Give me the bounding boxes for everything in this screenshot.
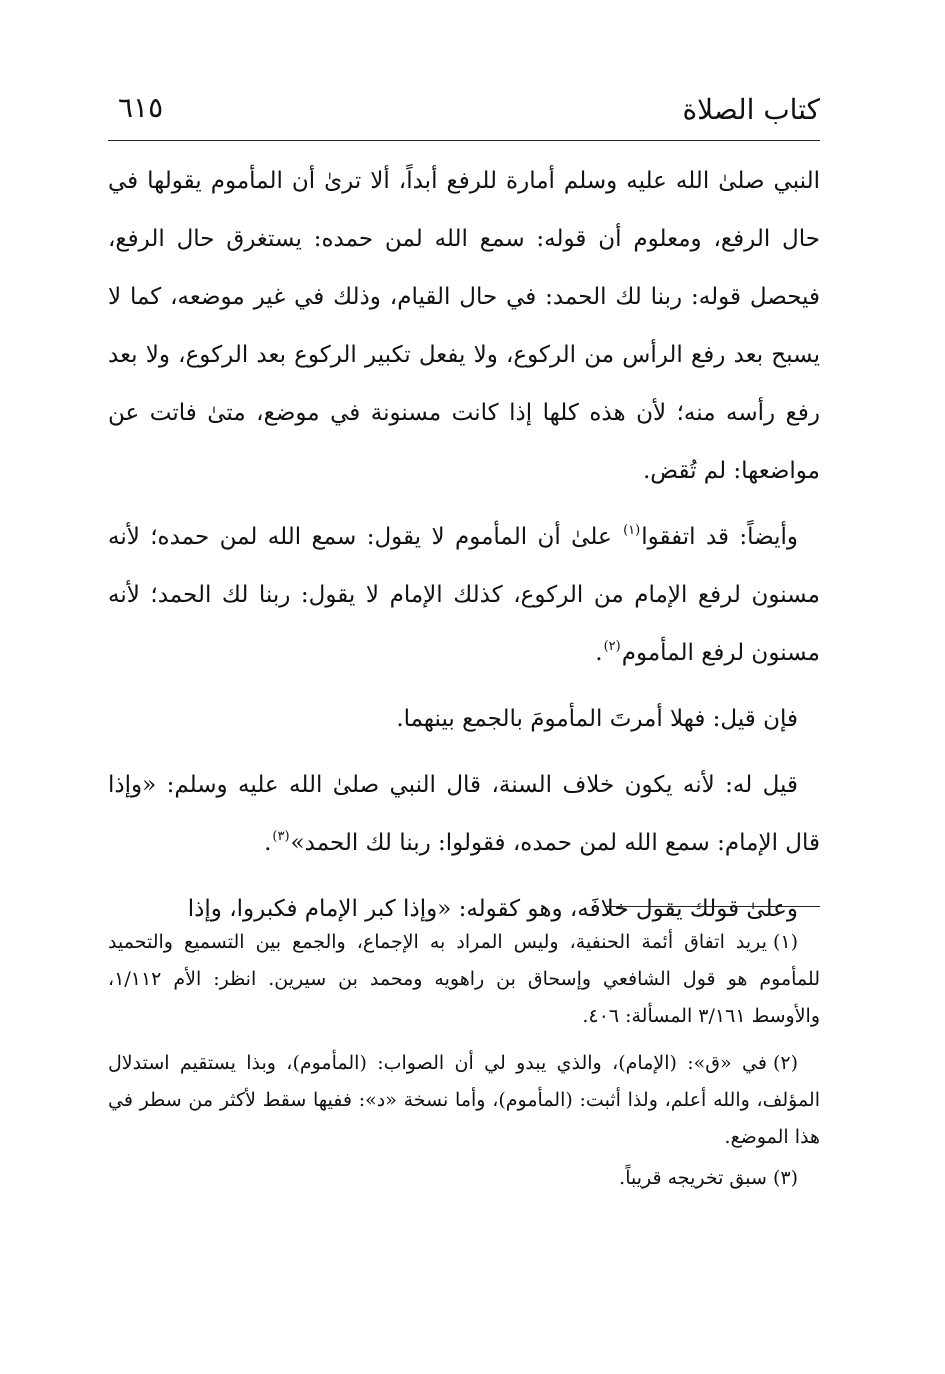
footnote-3-number: (٣)	[772, 1167, 798, 1189]
paragraph-2-text-a: وأيضاً: قد اتفقوا	[641, 524, 798, 550]
footnote-1-text: يريد اتفاق أئمة الحنفية، وليس المراد به الإجماع، والجمع بين التسميع والتحميد للمأموم هو قول الشافعي وإسحاق بن راهويه ومحمد بن سيرين. انظر: الأم ١/١١٢، والأوسط ٣/١٦١ المسألة: ٤٠٦.	[108, 931, 820, 1027]
paragraph-5-text: وعلىٰ قولك يقول خلافَه، وهو كقوله: «وإذا كبر الإمام فكبروا، وإذا	[187, 896, 798, 922]
header-rule	[108, 140, 820, 141]
footnote-2-number: (٢)	[772, 1052, 798, 1074]
paragraph-3-text: فإن قيل: فهلا أمرتَ المأمومَ بالجمع بينهما.	[396, 706, 798, 732]
paragraph-4-text-b: .	[264, 830, 272, 856]
footnote-rule	[606, 906, 820, 907]
footnote-3	[108, 1160, 820, 1197]
footnote-1-number: (١)	[772, 931, 798, 953]
paragraph-1	[108, 152, 820, 500]
footnote-ref-3: (٣)	[272, 829, 290, 844]
paragraph-2-text-c: .	[595, 640, 603, 666]
footnotes	[108, 924, 820, 1197]
paragraph-4	[108, 756, 820, 872]
page-header	[108, 88, 820, 138]
running-title: كتاب الصلاة	[682, 93, 820, 126]
paragraph-4-text-a: قيل له: لأنه يكون خلاف السنة، قال النبي صلىٰ الله عليه وسلم: «وإذا قال الإمام: سمع الله لمن حمده، فقولوا: ربنا لك الحمد»	[108, 772, 820, 856]
footnote-ref-2: (٢)	[603, 639, 621, 654]
paragraph-2	[108, 508, 820, 682]
page-number: ٦١٥	[118, 91, 164, 124]
footnote-1	[108, 924, 820, 1035]
paragraph-3	[108, 690, 820, 748]
paragraph-1-text: النبي صلىٰ الله عليه وسلم أمارة للرفع أبداً، ألا ترىٰ أن المأموم يقولها في حال الرفع، ومعلوم أن قوله: سمع الله لمن حمده: يستغرق حال الرفع، فيحصل قوله: ربنا لك الحمد: في حال القيام، وذلك في غير موضعه، كما لا يسبح بعد رفع الرأس من الركوع، ولا يفعل تكبير الركوع بعد الركوع، ولا بعد رفع رأسه منه؛ لأن هذه كلها إذا كانت مسنونة في موضع، متىٰ فاتت عن مواضعها: لم تُقض.	[108, 168, 820, 484]
footnote-2-text: في «ق»: (الإمام)، والذي يبدو لي أن الصواب: (المأموم)، وبذا يستقيم استدلال المؤلف، والله أعلم، ولذا أثبت: (المأموم)، وأما نسخة «د»: ففيها سقط لأكثر من سطر في هذا الموضع.	[108, 1052, 820, 1148]
paragraph-2-text-b: علىٰ أن المأموم لا يقول: سمع الله لمن حمده؛ لأنه مسنون لرفع الإمام من الركوع، كذلك الإمام لا يقول: ربنا لك الحمد؛ لأنه مسنون لرفع المأموم	[108, 524, 820, 666]
footnote-3-text: سبق تخريجه قريباً.	[619, 1167, 767, 1189]
main-text	[108, 152, 820, 938]
footnote-ref-1: (١)	[623, 523, 641, 538]
footnote-2	[108, 1045, 820, 1156]
